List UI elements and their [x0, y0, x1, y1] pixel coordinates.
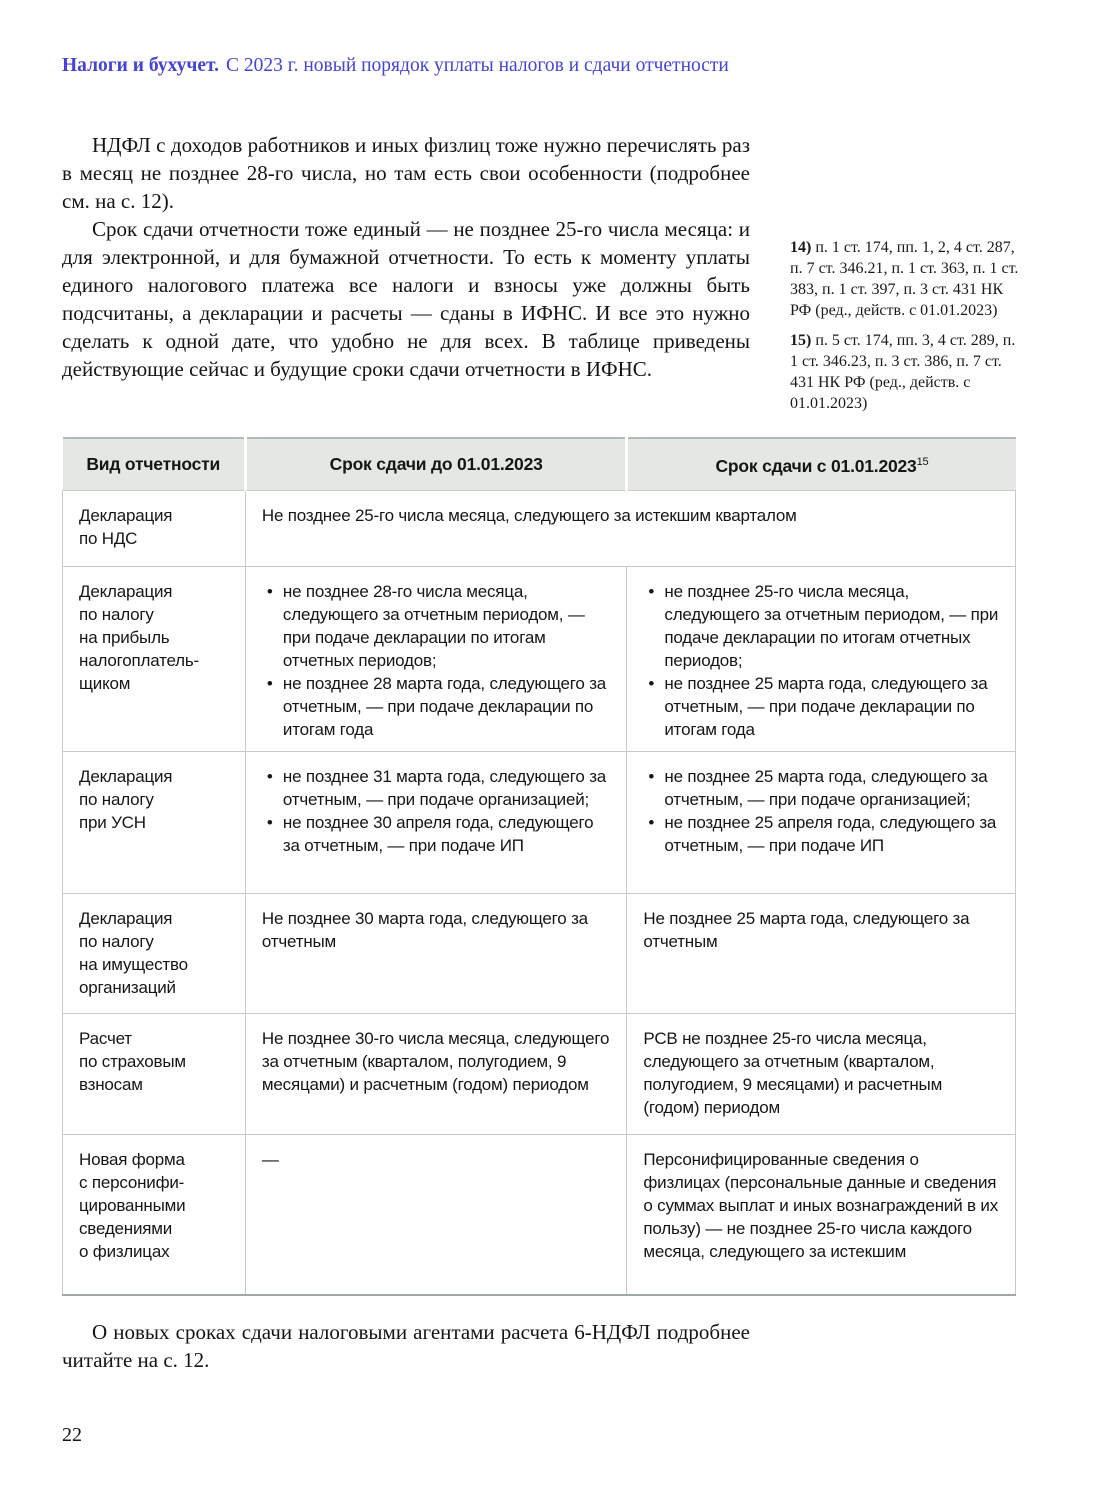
page-number: 22 — [62, 1424, 82, 1446]
deadline-bullet-list — [262, 765, 610, 857]
report-type-cell: Расчет по страховым взносам — [63, 1013, 246, 1134]
deadline-bullet-item: • не позднее 31 марта года, следующего за отчетным, — при подаче организацией; — [262, 765, 610, 811]
article-title: С 2023 г. новый порядок уплаты налогов и сдачи отчетности — [226, 55, 729, 76]
deadline-cell — [245, 566, 626, 751]
deadline-cell: — — [245, 1134, 626, 1295]
table-body — [63, 490, 1016, 1295]
deadline-bullet-list — [643, 765, 999, 857]
report-type-cell: Декларация по налогу на прибыль налогоплатель- щиком — [63, 566, 246, 751]
deadline-bullet-item: • не позднее 28-го числа месяца, следующего за отчетным периодом, — при подаче декларации по итогам отчетных периодов; — [262, 580, 610, 672]
footnote-marker: 14) — [790, 239, 812, 256]
table-row — [63, 490, 1016, 566]
body-paragraph: НДФЛ с доходов работников и иных физлиц тоже нужно перечислять раз в месяц не позднее 28-го числа, но там есть свои особенности (подробнее см. на с. 12). — [62, 133, 750, 213]
running-head — [62, 54, 1042, 78]
deadline-cell — [245, 751, 626, 893]
table-header-row — [63, 438, 1016, 490]
deadline-cell: Не позднее 30 марта года, следующего за отчетным — [245, 893, 626, 1013]
deadline-bullet-list — [262, 580, 610, 741]
margin-footnotes — [790, 237, 1020, 423]
footnote-15 — [790, 330, 1020, 414]
footnote-text: п. 1 ст. 174, пп. 1, 2, 4 ст. 287, п. 7 ст. 346.21, п. 1 ст. 363, п. 1 ст. 383, п. 1 ст. 397, п. 3 ст. 431 НК РФ (ред., действ. с 01.01.2023) — [790, 239, 1019, 319]
table-row — [63, 893, 1016, 1013]
deadline-bullet-item: • не позднее 25 апреля года, следующего за отчетным, — при подаче ИП — [643, 811, 999, 857]
deadline-cell: Не позднее 25 марта года, следующего за отчетным — [627, 893, 1016, 1013]
body-text-column — [62, 131, 750, 383]
deadline-cell: РСВ не позднее 25-го числа месяца, следующего за отчетным (кварталом, полугодием, 9 месяцами) и расчетным (годом) периодом — [627, 1013, 1016, 1134]
deadline-cell — [627, 566, 1016, 751]
deadline-cell: Персонифицированные сведения о физлицах (персональные данные и сведения о суммах выплат и иных вознаграждений в их пользу) — не позднее 25-го числа каждого месяца, следующего за истекшим — [627, 1134, 1016, 1295]
body-paragraph: Срок сдачи отчетности тоже единый — не позднее 25-го числа месяца: и для электронной, и для бумажной отчетности. То есть к моменту уплаты единого налогового платежа все налоги и взносы уже должны быть подсчитаны, а декларации и расчеты — сданы в ИФНС. И все это нужно сделать к одной дате, что удобно не для всех. В таблице приведены действующие сейчас и будущие сроки сдачи отчетности в ИФНС. — [62, 217, 750, 381]
table-row — [63, 1013, 1016, 1134]
deadline-bullet-item: • не позднее 28 марта года, следующего за отчетным, — при подаче декларации по итогам года — [262, 672, 610, 741]
report-type-cell: Декларация по налогу при УСН — [63, 751, 246, 893]
footnote-14 — [790, 237, 1020, 321]
table-header-report-type: Вид отчетности — [63, 438, 246, 490]
deadline-cell — [627, 751, 1016, 893]
report-type-cell: Декларация по налогу на имущество организаций — [63, 893, 246, 1013]
deadline-bullet-item: • не позднее 30 апреля года, следующего за отчетным, — при подаче ИП — [262, 811, 610, 857]
footnote-text: п. 5 ст. 174, пп. 3, 4 ст. 289, п. 1 ст. 346.23, п. 3 ст. 386, п. 7 ст. 431 НК РФ (ред., действ. с 01.01.2023) — [790, 332, 1016, 412]
deadline-cell: Не позднее 30-го числа месяца, следующего за отчетным (кварталом, полугодием, 9 месяцами) и расчетным (годом) периодом — [245, 1013, 626, 1134]
closing-paragraph: О новых сроках сдачи налоговыми агентами расчета 6-НДФЛ подробнее читайте на с. 12. — [62, 1320, 750, 1372]
table-row — [63, 566, 1016, 751]
reporting-deadlines-table — [62, 437, 1016, 1296]
table-row — [63, 751, 1016, 893]
report-type-cell: Новая форма с персонифи- цированными сведениями о физлицах — [63, 1134, 246, 1295]
report-type-cell: Декларация по НДС — [63, 490, 246, 566]
footnote-marker: 15) — [790, 332, 812, 349]
table-header-deadline-before: Срок сдачи до 01.01.2023 — [245, 438, 626, 490]
deadline-bullet-item: • не позднее 25 марта года, следующего за отчетным, — при подаче организацией; — [643, 765, 999, 811]
deadline-bullet-item: • не позднее 25 марта года, следующего за отчетным, — при подаче декларации по итогам года — [643, 672, 999, 741]
magazine-brand: Налоги и бухучет. — [62, 55, 220, 76]
deadline-cell: Не позднее 25-го числа месяца, следующего за истекшим кварталом — [245, 490, 1015, 566]
table-row — [63, 1134, 1016, 1295]
deadline-bullet-list — [643, 580, 999, 741]
closing-text-column — [62, 1318, 750, 1374]
deadline-bullet-item: • не позднее 25-го числа месяца, следующего за отчетным периодом, — при подаче декларации по итогам отчетных периодов; — [643, 580, 999, 672]
table-header-deadline-after: Срок сдачи с 01.01.2023$^{15}$ — [627, 438, 1016, 490]
footnote-reference: 15 — [916, 455, 929, 468]
